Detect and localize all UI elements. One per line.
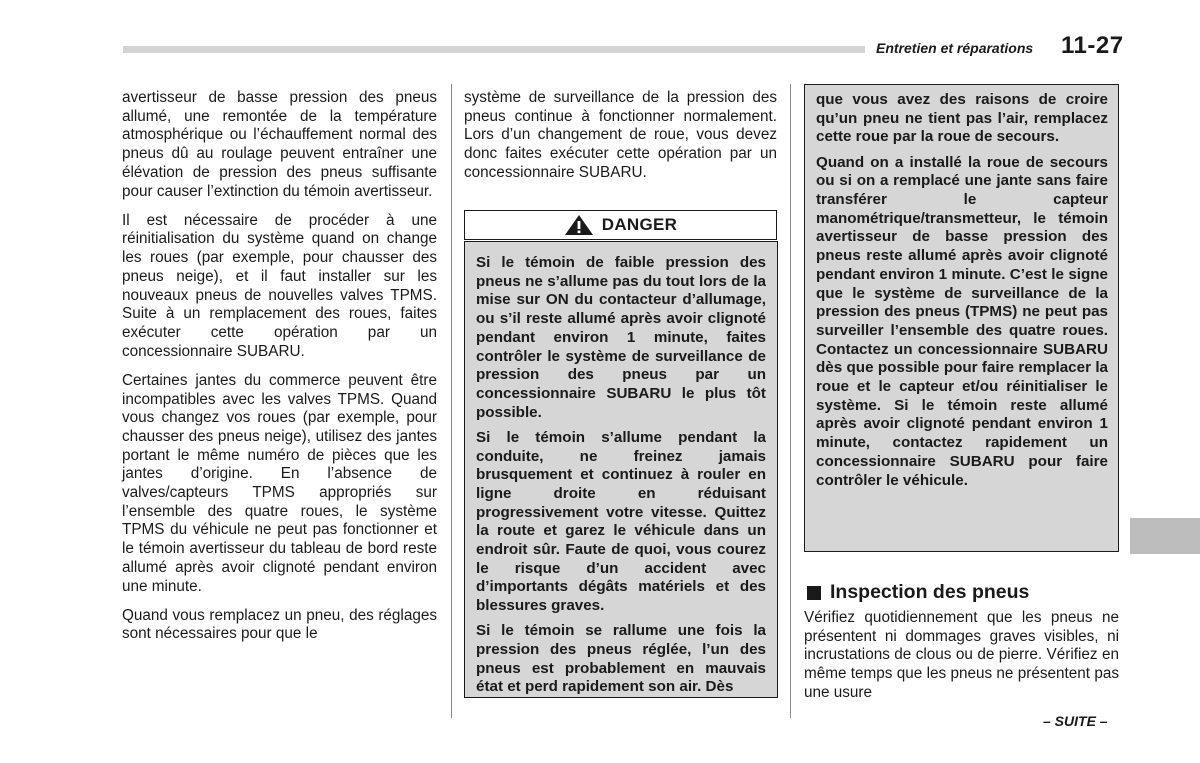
- section-subheading: [807, 581, 1029, 604]
- chapter-tab-marker: [1130, 518, 1200, 554]
- subheading-text: Inspection des pneus: [830, 581, 1030, 603]
- paragraph: Vérifiez quotidiennement que les pneus ne présentent ni dommages graves visibles, ni incrustations de clous ou de pierre. Vérifiez en même temps que les pneus ne présentent pas une usure: [804, 609, 1119, 701]
- square-bullet-icon: [807, 586, 821, 600]
- danger-header: [464, 210, 777, 240]
- section-title: Entretien et réparations: [876, 40, 1034, 56]
- page-number: 11-27: [1061, 32, 1124, 59]
- warning-triangle-icon: [564, 214, 594, 236]
- danger-box: [464, 241, 778, 698]
- paragraph: système de surveillance de la pression des pneus continue à fonctionner normalement. Lors d’un changement de roue, vous devez donc faites exécuter cette opération par un concessionnaire SUBARU.: [464, 89, 777, 181]
- danger-box-continued: [804, 84, 1119, 552]
- danger-label: DANGER: [601, 215, 678, 234]
- header-rule: [123, 46, 865, 53]
- danger-paragraph: Quand on a installé la roue de secours ou si on a remplacé une jante sans faire transférer le capteur manométrique/transmetteur, le témoin avertisseur de basse pression des pneus reste allumé après avoir clignoté pendant environ 1 minute. C’est le signe que le système de surveillance de la pression des pneus (TPMS) ne peut pas surveiller l’ensemble des quatre roues. Contactez un concessionnaire SUBARU dès que possible pour faire remplacer la roue et le capteur et/ou réinitialiser le système. Si le témoin reste allumé après avoir clignoté pendant environ 1 minute, contactez rapidement un concessionnaire SUBARU pour faire contrôler le véhicule.: [816, 153, 1108, 489]
- column-divider-right: [790, 84, 791, 718]
- paragraph: avertisseur de basse pression des pneus allumé, une remontée de la température atmosphérique ou l’échauffement normal des pneus dû au roulage peuvent entraîner une élévation de pression des pneus suffisante pour causer l’extinction du témoin avertisseur.: [122, 89, 437, 200]
- paragraph: Certaines jantes du commerce peuvent être incompatibles avec les valves TPMS. Quand vous changez vos roues (par exemple, pour chausser des pneus neige), utilisez des jantes portant le même numéro de pièces que les jantes d’origine. En l’absence de valves/capteurs TPMS appropriés sur l’ensemble des quatre roues, le système TPMS du véhicule ne peut pas fonctionner et le témoin avertisseur du tableau de bord reste allumé après avoir clignoté pendant environ une minute.: [122, 371, 437, 595]
- danger-paragraph: Si le témoin se rallume une fois la pression des pneus réglée, l’un des pneus est probablement en mauvais état et perd rapidement son air. Dès: [476, 622, 766, 696]
- column-2-intro: [464, 89, 777, 193]
- continued-label: – SUITE –: [1043, 713, 1108, 729]
- paragraph: Il est nécessaire de procéder à une réinitialisation du système quand on change les roues (par exemple, pour chausser des pneus neige), et il faut installer sur les nouveaux pneus de nouvelles valves TPMS. Suite à un remplacement des roues, faites exécuter cette opération par un concessionnaire SUBARU.: [122, 211, 437, 360]
- column-3-body: [804, 609, 1119, 713]
- danger-paragraph: Si le témoin s’allume pendant la conduite, ne freinez jamais brusquement et continuez à rouler en ligne droite en réduisant progressivement votre vitesse. Quittez la route et garez le véhicule dans un endroit sûr. Faute de quoi, vous courez le risque d’un accident avec d’importants dégâts matériels et des blessures graves.: [476, 428, 766, 615]
- column-divider-left: [451, 84, 452, 718]
- danger-paragraph: Si le témoin de faible pression des pneus ne s’allume pas du tout lors de la mise sur ON du contacteur d’allumage, ou s’il reste allumé après avoir clignoté pendant environ 1 minute, faites contrôler le système de surveillance de pression des pneus par un concessionnaire SUBARU le plus tôt possible.: [476, 254, 766, 421]
- paragraph: Quand vous remplacez un pneu, des réglages sont nécessaires pour que le: [122, 606, 437, 643]
- column-1: [122, 89, 437, 655]
- danger-paragraph: que vous avez des raisons de croire qu’un pneu ne tient pas l’air, remplacez cette roue par la roue de secours.: [816, 91, 1108, 146]
